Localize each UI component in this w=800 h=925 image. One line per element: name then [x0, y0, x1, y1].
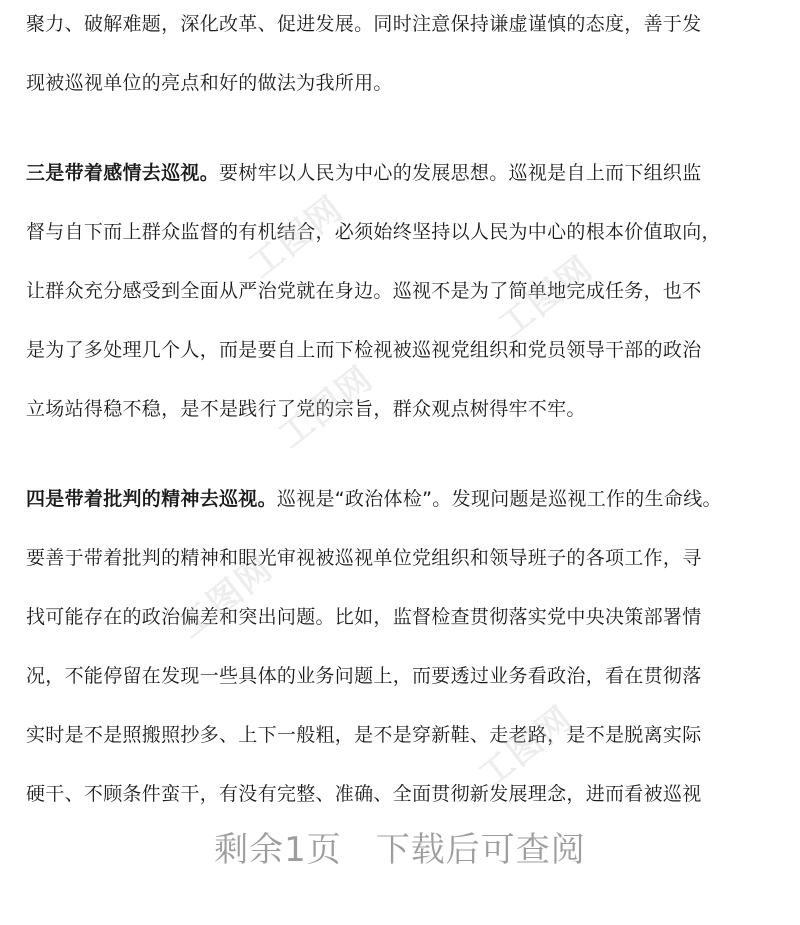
- paragraph-1: [26, 0, 778, 113]
- paragraph-3-line-3: 找可能存在的政治偏差和突出问题。比如，监督检查贯彻落实党中央决策部署情: [26, 606, 702, 628]
- paragraph-3-line-6: 硬干、不顾条件蛮干，有没有完整、准确、全面贯彻新发展理念，进而看被巡视: [26, 783, 702, 805]
- paragraph-3-line-1-rest: 巡视是“政治体检”。发现问题是巡视工作的生命线。: [276, 488, 722, 510]
- document-body: [26, 0, 778, 824]
- paragraph-3-line-5: 实时是不是照搬照抄多、上下一般粗，是不是穿新鞋、走老路，是不是脱离实际: [26, 724, 702, 746]
- watermark-3: 工图网: [271, 358, 382, 457]
- download-hint-text: 下载后可查阅: [375, 830, 586, 870]
- paragraph-2-line-2: 督与自下而上群众监督的有机结合，必须始终坚持以人民为中心的根本价值取向，: [26, 221, 721, 243]
- paragraph-1-line-1: 聚力、破解难题，深化改革、促进发展。同时注意保持谦虚谨慎的态度，善于发: [26, 13, 702, 35]
- watermark-5: 工图网: [471, 698, 582, 797]
- paragraph-2-line-1: [26, 144, 778, 203]
- paragraph-3-lead: 四是带着批判的精神去巡视。: [26, 488, 277, 510]
- paragraph-2: [26, 144, 778, 439]
- watermark-4: 工图网: [171, 548, 282, 647]
- paragraph-3-line-4: 况，不能停留在发现一些具体的业务问题上，而要透过业务看政治，看在贯彻落: [26, 665, 702, 687]
- paragraph-2-line-1-rest: 要树牢以人民为中心的发展思想。巡视是自上而下组织监: [219, 162, 702, 184]
- paragraph-3: [26, 470, 778, 824]
- paragraph-2-line-3: 让群众充分感受到全面从严治党就在身边。巡视不是为了简单地完成任务，也不: [26, 280, 702, 302]
- watermark-1: 工图网: [241, 188, 352, 287]
- paragraph-2-line-5: 立场站得稳不稳，是不是践行了党的宗旨，群众观点树得牢不牢。: [26, 398, 586, 420]
- download-notice: [0, 822, 800, 871]
- watermark-2: 工图网: [491, 248, 602, 347]
- paragraph-3-line-1: [26, 470, 778, 529]
- paragraph-2-line-4: 是为了多处理几个人，而是要自上而下检视被巡视党组织和党员领导干部的政治: [26, 339, 702, 361]
- paragraph-1-line-2: 现被巡视单位的亮点和好的做法为我所用。: [26, 72, 393, 94]
- paragraph-2-lead: 三是带着感情去巡视。: [26, 162, 220, 184]
- paragraph-3-line-2: 要善于带着批判的精神和眼光审视被巡视单位党组织和领导班子的各项工作，寻: [26, 547, 702, 569]
- remaining-pages-text: 剩余1页: [214, 830, 342, 870]
